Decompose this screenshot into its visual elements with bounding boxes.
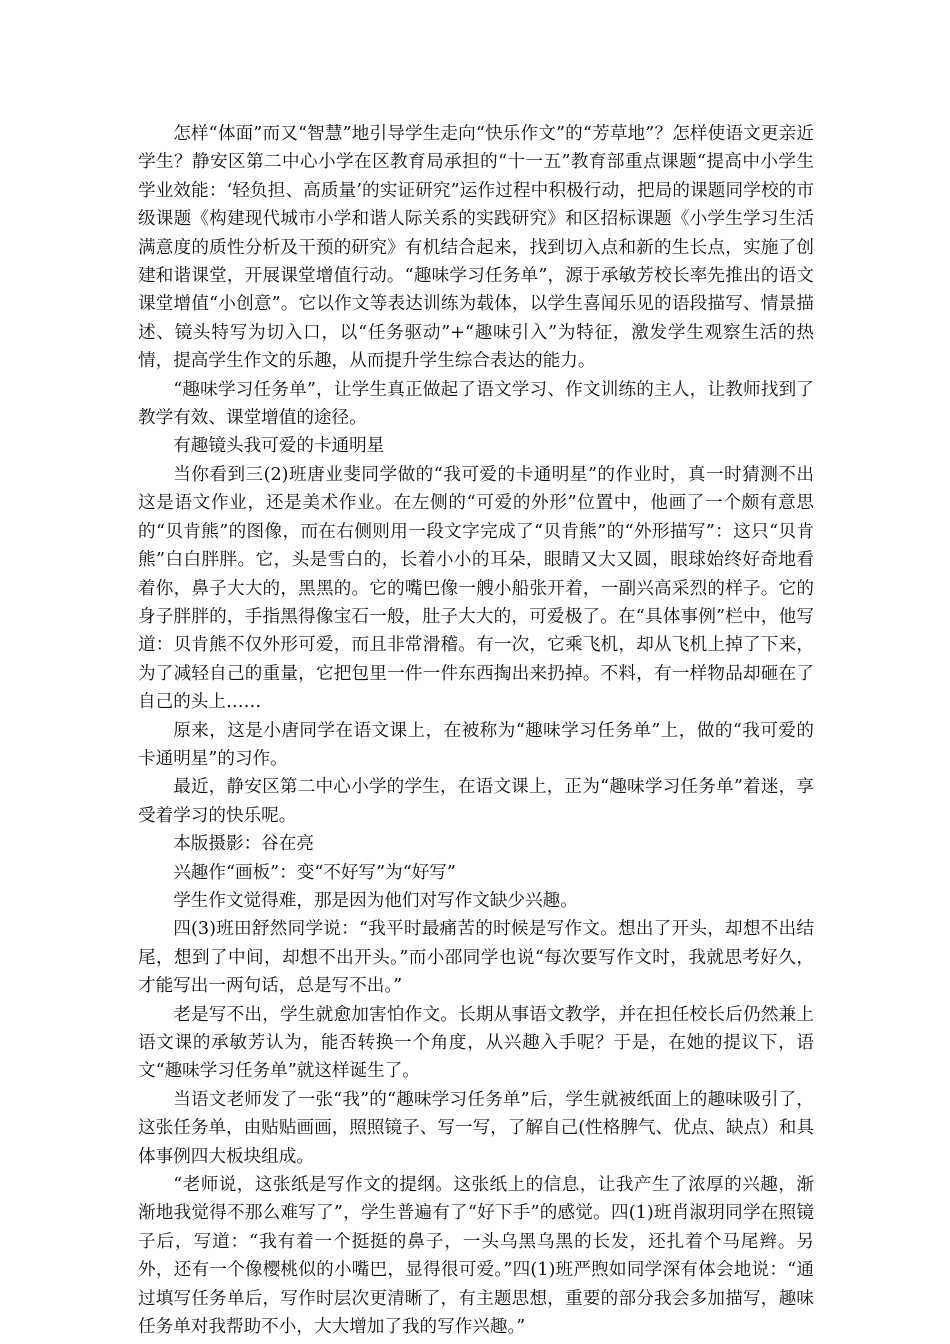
students-fascinated-paragraph: 最近，静安区第二中心小学的学生，在语文课上，正为“趣味学习任务单”着迷，享受着学习的快乐呢。 bbox=[138, 777, 814, 826]
document-body bbox=[138, 120, 814, 1341]
student-quotes-paragraph: 四(3)班田舒然同学说：“我平时最痛苦的时候是写作文。想出了开头，却想不出结尾，想到了中间，却想不出开头。”而小邵同学也说“每次要写作文时，我就思考好久，才能写出一两句话，总是写不出。” bbox=[138, 919, 814, 997]
principal-idea-paragraph: 老是写不出，学生就愈加害怕作文。长期从事语文教学，并在担任校长后仍然兼上语文课的承敏芳认为，能否转换一个角度，从兴趣入手呢？于是，在她的提议下，语文“趣味学习任务单”就这样诞生了。 bbox=[138, 1004, 814, 1082]
intro-paragraph: 怎样“体面”而又“智慧”地引导学生走向“快乐作文”的“芳草地”？怎样使语文更亲近学生？静安区第二中心小学在区教育局承担的“十一五”教育部重点课题“提高中小学生学业效能：‘轻负担、高质量’的实证研究”运作过程中积极行动，把局的课题同学校的市级课题《构建现代城市小学和谐人际关系的实践研究》和区招标课题《小学生学习生活满意度的质性分析及干预的研究》有机结合起来，找到切入点和新的生长点，实施了创建和谐课堂，开展课堂增值行动。“趣味学习任务单”，源于承敏芳校长率先推出的语文课堂增值“小创意”。它以作文等表达训练为载体，以学生喜闻乐见的语段描写、情景描述、镜头特写为切入口，以“任务驱动”+“趣味引入”为特征，激发学生观察生活的热情，提高学生作文的乐趣，从而提升学生综合表达的能力。 bbox=[138, 124, 814, 372]
student-feedback-paragraph: “老师说，这张纸是写作文的提纲。这张纸上的信息，让我产生了浓厚的兴趣，渐渐地我觉得不那么难写了”，学生普遍有了“好下手”的感觉。四(1)班肖淑玥同学在照镜子后，写道：“我有着一个挺挺的鼻子，一头乌黑乌黑的长发，还扎着个马尾辫。另外，还有一个像樱桃似的小嘴巴，显得很可爱。”四(1)班严煦如同学深有体会地说：“通过填写任务单后，写作时层次更清晰了，有主题思想，重要的部分我会多加描写，趣味任务单对我帮助不小，大大增加了我的写作兴趣。” bbox=[138, 1175, 814, 1338]
cartoon-star-paragraph: 当你看到三(2)班唐业斐同学做的“我可爱的卡通明星”的作业时，真一时猜测不出这是语文作业，还是美术作业。在左侧的“可爱的外形”位置中，他画了一个颇有意思的“贝肯熊”的图像，而在右侧则用一段文字完成了“贝肯熊”的“外形描写”：这只“贝肯熊”白白胖胖。它，头是雪白的，长着小小的耳朵，眼睛又大又圆，眼球始终好奇地看着你，鼻子大大的，黑黑的。它的嘴巴像一艘小船张开着，一副兴高采烈的样子。它的身子胖胖的，手指黑得像宝石一般，肚子大大的，可爱极了。在“具体事例”栏中，他写道：贝肯熊不仅外形可爱，而且非常滑稽。有一次，它乘飞机，却从飞机上掉了下来，为了减轻自己的重量，它把包里一件一件东西掏出来扔掉。不料，有一样物品却砸在了自己的头上…… bbox=[138, 464, 814, 713]
photo-credit: 本版摄影：谷在亮 bbox=[173, 834, 314, 855]
cartoon-star-explanation-paragraph: 原来，这是小唐同学在语文课上，在被称为“趣味学习任务单”上，做的“我可爱的卡通明星”的习作。 bbox=[138, 720, 814, 769]
writing-difficulty-paragraph: 学生作文觉得难，那是因为他们对写作文缺少兴趣。 bbox=[173, 890, 578, 911]
task-sheet-summary-paragraph: “趣味学习任务单”，让学生真正做起了语文学习、作文训练的主人，让教师找到了教学有效、课堂增值的途径。 bbox=[138, 379, 814, 429]
section-heading-interest: 兴趣作“画板”：变“不好写”为“好写” bbox=[173, 862, 456, 883]
section-heading-cartoon-star: 有趣镜头我可爱的卡通明星 bbox=[173, 436, 385, 457]
task-sheet-structure-paragraph: 当语文老师发了一张“我”的“趣味学习任务单”后，学生就被纸面上的趣味吸引了，这张任务单，由贴贴画画，照照镜子、写一写，了解自己(性格脾气、优点、缺点）和具体事例四大板块组成。 bbox=[138, 1089, 814, 1167]
